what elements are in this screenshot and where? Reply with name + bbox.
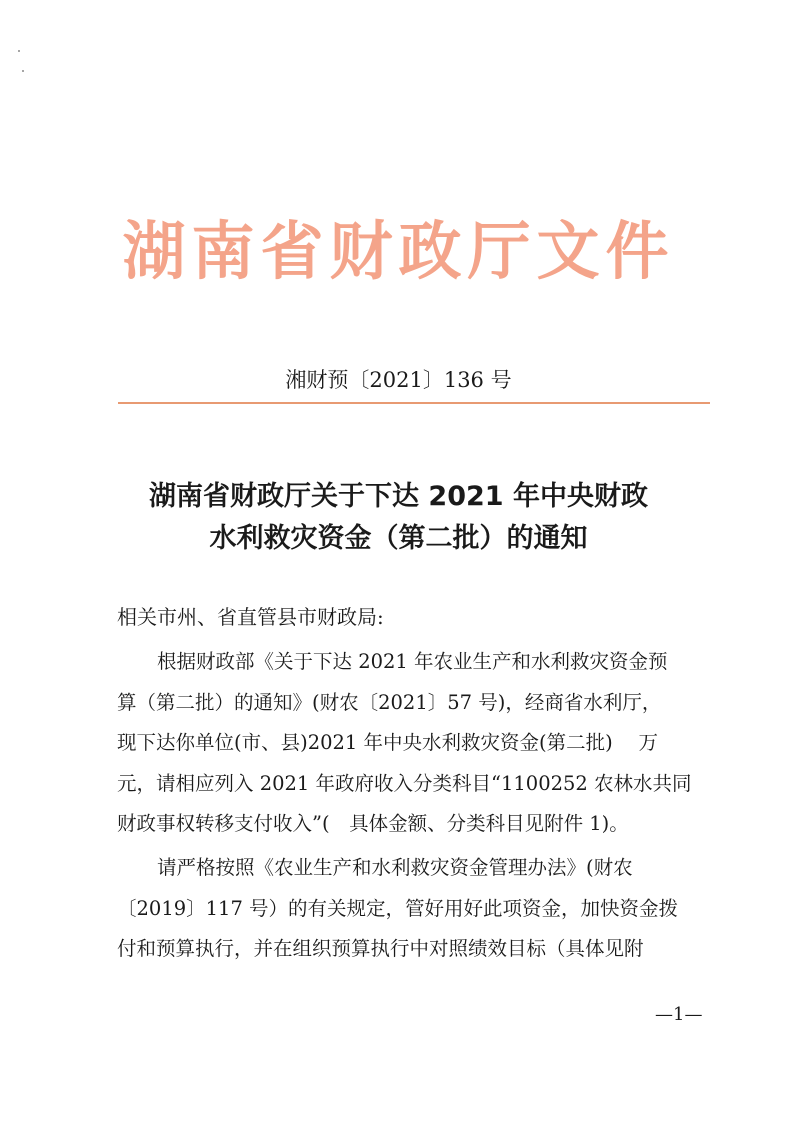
text-line: 根据财政部《关于下达 2021 年农业生产和水利救灾资金预 (157, 650, 668, 673)
page-number: —1— (655, 1004, 703, 1025)
document-title-line-2: 水利救灾资金（第二批）的通知 (209, 523, 588, 554)
body-paragraph-2 (117, 848, 703, 970)
document-header-title: 湖南省财政厅文件 (122, 215, 675, 288)
document-number: 湘财预〔2021〕136 号 (285, 368, 512, 392)
text-line: 付和预算执行，并在组织预算执行中对照绩效目标（具体见附 (117, 937, 644, 960)
salutation: 相关市州、省直管县市财政局: (117, 605, 384, 629)
scan-speck (22, 70, 24, 72)
document-title (0, 476, 797, 560)
document-title-line-1: 湖南省财政厅关于下达 2021 年中央财政 (149, 481, 648, 512)
text-line: 〔2019〕117 号）的有关规定，管好用好此项资金，加快资金拨 (117, 896, 679, 920)
text-line: 元，请相应列入 2021 年政府收入分类科目“1100252 农林水共同 (117, 771, 692, 795)
scan-speck (18, 50, 20, 52)
body-paragraph-1 (117, 642, 703, 845)
text-line: 算（第二批）的通知》(财农〔2021〕57 号)，经商省水利厅， (117, 690, 662, 714)
text-line: 财政事权转移支付收入”( 具体金额、分类科目见附件 1)。 (117, 812, 629, 835)
header-divider (118, 402, 710, 404)
text-line: 请严格按照《农业生产和水利救灾资金管理办法》(财农 (157, 856, 633, 879)
text-line: 现下达你单位(市、县)2021 年中央水利救灾资金(第二批) 万 (117, 731, 658, 754)
